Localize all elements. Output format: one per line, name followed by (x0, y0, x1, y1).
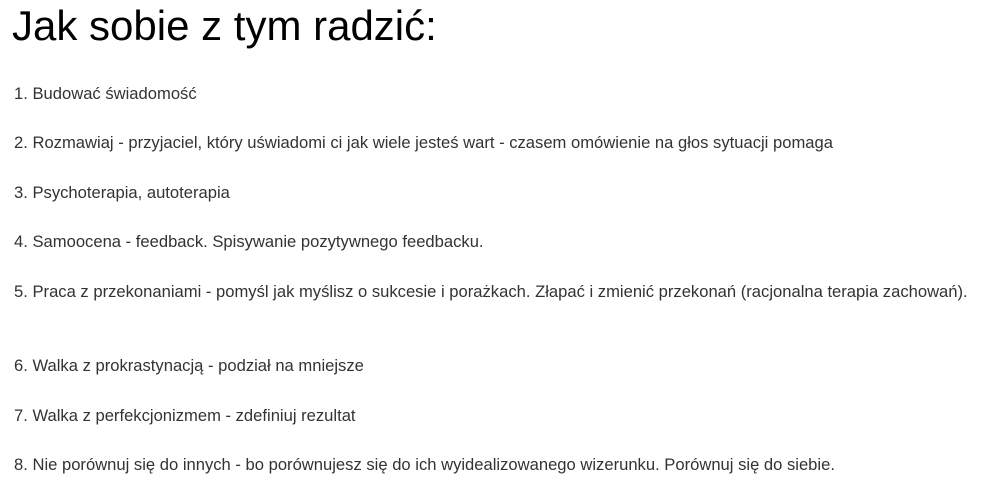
page-title: Jak sobie z tym radzić: (12, 2, 437, 49)
list-item-text: Budować świadomość (32, 84, 197, 103)
list-item-7 (14, 404, 990, 428)
list-item-8 (14, 453, 990, 477)
list-item-number: 8. (14, 455, 28, 474)
list-item-number: 3. (14, 183, 28, 202)
list-item-number: 2. (14, 133, 28, 152)
list-item-text: Rozmawiaj - przyjaciel, który uświadomi ci jak wiele jesteś wart - czasem omówienie na głos sytuacji pomaga (32, 133, 833, 152)
list-item-1 (14, 82, 990, 106)
list-item-text: Nie porównuj się do innych - bo porównujesz się do ich wyidealizowanego wizerunku. Porównuj się do siebie. (32, 455, 835, 474)
list-item-number: 5. (14, 282, 28, 301)
list-item-number: 7. (14, 406, 28, 425)
list-item-text: Praca z przekonaniami - pomyśl jak myślisz o sukcesie i porażkach. Złapać i zmienić przekonań (racjonalna terapia zachowań). (32, 282, 968, 301)
list-item-4 (14, 230, 990, 254)
document-page (12, 0, 992, 474)
list-item-text: Psychoterapia, autoterapia (32, 183, 230, 202)
list-item-6 (14, 354, 990, 378)
list-item-3 (14, 181, 990, 205)
list-item-text: Walka z perfekcjonizmem - zdefiniuj rezultat (32, 406, 356, 425)
list-item-5 (14, 280, 990, 304)
list-item-2 (14, 131, 990, 155)
list-item-text: Walka z prokrastynacją - podział na mniejsze (32, 356, 364, 375)
list-item-number: 4. (14, 232, 28, 251)
list-item-number: 6. (14, 356, 28, 375)
list-item-number: 1. (14, 84, 28, 103)
list-item-text: Samoocena - feedback. Spisywanie pozytywnego feedbacku. (32, 232, 484, 251)
